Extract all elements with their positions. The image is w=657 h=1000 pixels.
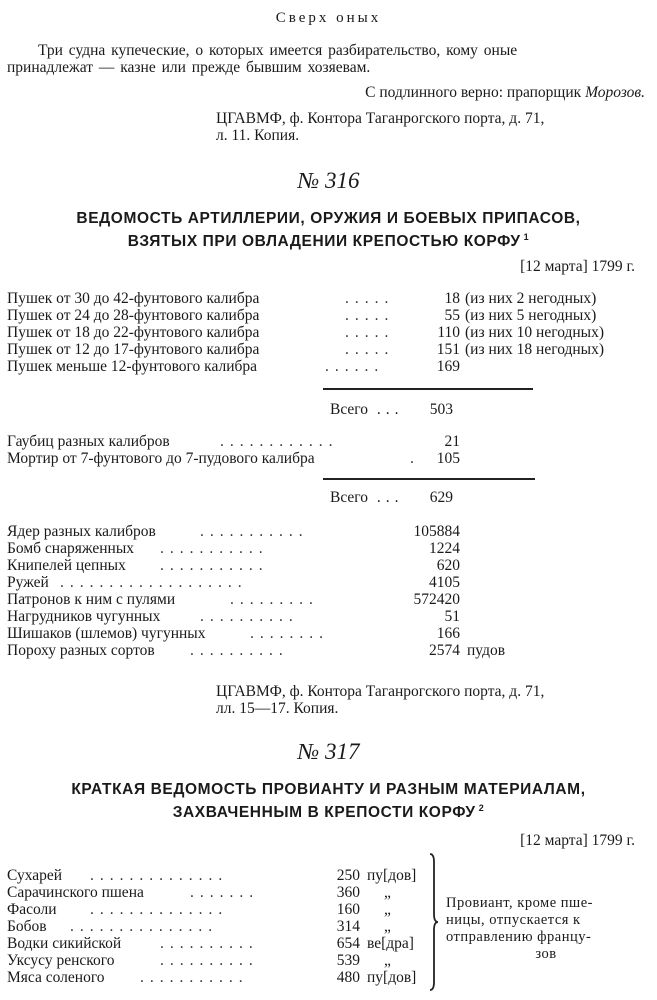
- row-label: Пушек от 12 до 17-фунтового калибра: [7, 341, 260, 358]
- row-unit: пу[дов]: [367, 867, 417, 884]
- row-label: Сухарей: [7, 867, 63, 884]
- document-title: [0, 229, 657, 250]
- row-label: Мортир от 7-фунтового до 7-пудового калибра: [7, 450, 315, 467]
- document-number: № 317: [297, 739, 360, 764]
- row-value: 51: [444, 608, 460, 625]
- row-note: (из них 5 негодных): [465, 307, 597, 324]
- row-value: 4105: [429, 574, 460, 591]
- total-label-text: Всего: [330, 401, 369, 418]
- document-title-text: ЗАХВАЧЕННЫМ В КРЕПОСТИ КОРФУ: [172, 804, 476, 822]
- row-label: Бомб снаряженных: [7, 540, 134, 557]
- row-unit: пудов: [467, 642, 506, 659]
- document-title: КРАТКАЯ ВЕДОМОСТЬ ПРОВИАНТУ И РАЗНЫМ МАТЕРИАЛАМ,: [71, 781, 586, 798]
- row-value: 151: [436, 341, 460, 358]
- side-note-line: Провиант, кроме пше-: [446, 895, 593, 911]
- row-label: Пушек от 24 до 28-фунтового калибра: [7, 307, 260, 324]
- row-label: Пороху разных сортов: [7, 642, 155, 659]
- total-value: 503: [429, 401, 453, 418]
- row-label: Пушек меньше 12-фунтового калибра: [7, 358, 258, 375]
- row-value: 2574: [429, 642, 460, 659]
- side-note-line: ницы, отпускается к: [446, 912, 581, 928]
- document-date: [12 марта] 1799 г.: [520, 258, 635, 275]
- attestation-prefix: С подлинного верно: прапорщик: [365, 84, 586, 101]
- row-label: Мяса соленого: [7, 969, 105, 986]
- archive-source: л. 11. Копия.: [216, 127, 300, 144]
- row-unit: „: [384, 952, 391, 969]
- row-label: Нагрудников чугунных: [7, 608, 161, 625]
- row-value: 169: [436, 358, 460, 375]
- side-note-line: зов: [535, 946, 557, 962]
- row-value: 539: [336, 952, 360, 969]
- row-label: Патронов к ним с пулями: [7, 591, 176, 608]
- total-rule: [323, 388, 533, 390]
- paragraph-line: принадлежат — казне или прежде бывшим хозяевам.: [7, 59, 371, 76]
- row-unit: пу[дов]: [367, 969, 417, 986]
- total-rule: [323, 478, 535, 480]
- row-value: 1224: [429, 540, 460, 557]
- row-value: 166: [436, 625, 460, 642]
- row-unit: „: [384, 918, 391, 935]
- row-value: 360: [336, 884, 360, 901]
- row-unit: ве[дра]: [367, 935, 414, 952]
- side-note: [446, 895, 646, 963]
- row-note: (из них 18 негодных): [465, 341, 605, 358]
- document-title: ВЕДОМОСТЬ АРТИЛЛЕРИИ, ОРУЖИЯ И БОЕВЫХ ПРИПАСОВ,: [76, 210, 581, 227]
- document-title: [0, 800, 657, 821]
- row-value: 105884: [413, 523, 460, 540]
- row-value: 110: [437, 324, 460, 341]
- row-label: Шишаков (шлемов) чугунных: [7, 625, 206, 642]
- row-label: Бобов: [7, 918, 47, 935]
- row-note: (из них 10 негодных): [465, 324, 605, 341]
- side-note-line: отправлению францу-: [446, 929, 592, 945]
- row-label: Ружей: [7, 574, 49, 591]
- row-label: Фасоли: [7, 901, 57, 918]
- footnote-marker: 1: [523, 232, 530, 242]
- row-label: Уксусу ренского: [7, 952, 115, 969]
- footnote-marker: 2: [478, 803, 485, 813]
- row-note: (из них 2 негодных): [465, 290, 597, 307]
- document-title-text: ВЗЯТЫХ ПРИ ОВЛАДЕНИИ КРЕПОСТЬЮ КОРФУ: [127, 233, 521, 251]
- row-value: 480: [336, 969, 360, 986]
- row-value: 572420: [413, 591, 460, 608]
- archive-source: лл. 15—17. Копия.: [216, 700, 339, 717]
- row-value: 654: [336, 935, 360, 952]
- row-value: 105: [436, 450, 460, 467]
- archive-source: ЦГАВМФ, ф. Контора Таганрогского порта, д. 71,: [216, 110, 545, 127]
- signatory-name: Морозов.: [585, 84, 645, 101]
- row-value: 620: [436, 557, 460, 574]
- total-value: 629: [429, 489, 453, 506]
- curly-brace-icon: [428, 852, 438, 992]
- row-value: 21: [444, 433, 460, 450]
- row-label: Сарачинского пшена: [7, 884, 144, 901]
- row-value: 55: [444, 307, 460, 324]
- attestation: [365, 84, 645, 101]
- row-label: Книпелей цепных: [7, 557, 126, 574]
- document-number: № 316: [297, 168, 360, 193]
- row-value: 250: [336, 867, 360, 884]
- row-value: 314: [336, 918, 360, 935]
- row-label: Гаубиц разных калибров: [7, 433, 170, 450]
- total-label-text: Всего: [330, 489, 369, 506]
- document-date: [12 марта] 1799 г.: [520, 832, 635, 849]
- row-label: Пушек от 30 до 42-фунтового калибра: [7, 290, 260, 307]
- row-label: Ядер разных калибров: [7, 523, 156, 540]
- row-unit: „: [384, 901, 391, 918]
- total-label: Всего ...: [330, 401, 404, 418]
- section-heading: Сверх оных: [275, 10, 382, 26]
- archive-source: ЦГАВМФ, ф. Контора Таганрогского порта, д. 71,: [216, 683, 545, 700]
- paragraph-line: Три судна купеческие, о которых имеется разбирательство, кому оные: [38, 42, 518, 59]
- row-value: 18: [444, 290, 460, 307]
- row-label: Водки сикийской: [7, 935, 122, 952]
- row-label: Пушек от 18 до 22-фунтового калибра: [7, 324, 260, 341]
- row-unit: „: [384, 884, 391, 901]
- row-value: 160: [336, 901, 360, 918]
- total-label: Всего ...: [330, 489, 404, 506]
